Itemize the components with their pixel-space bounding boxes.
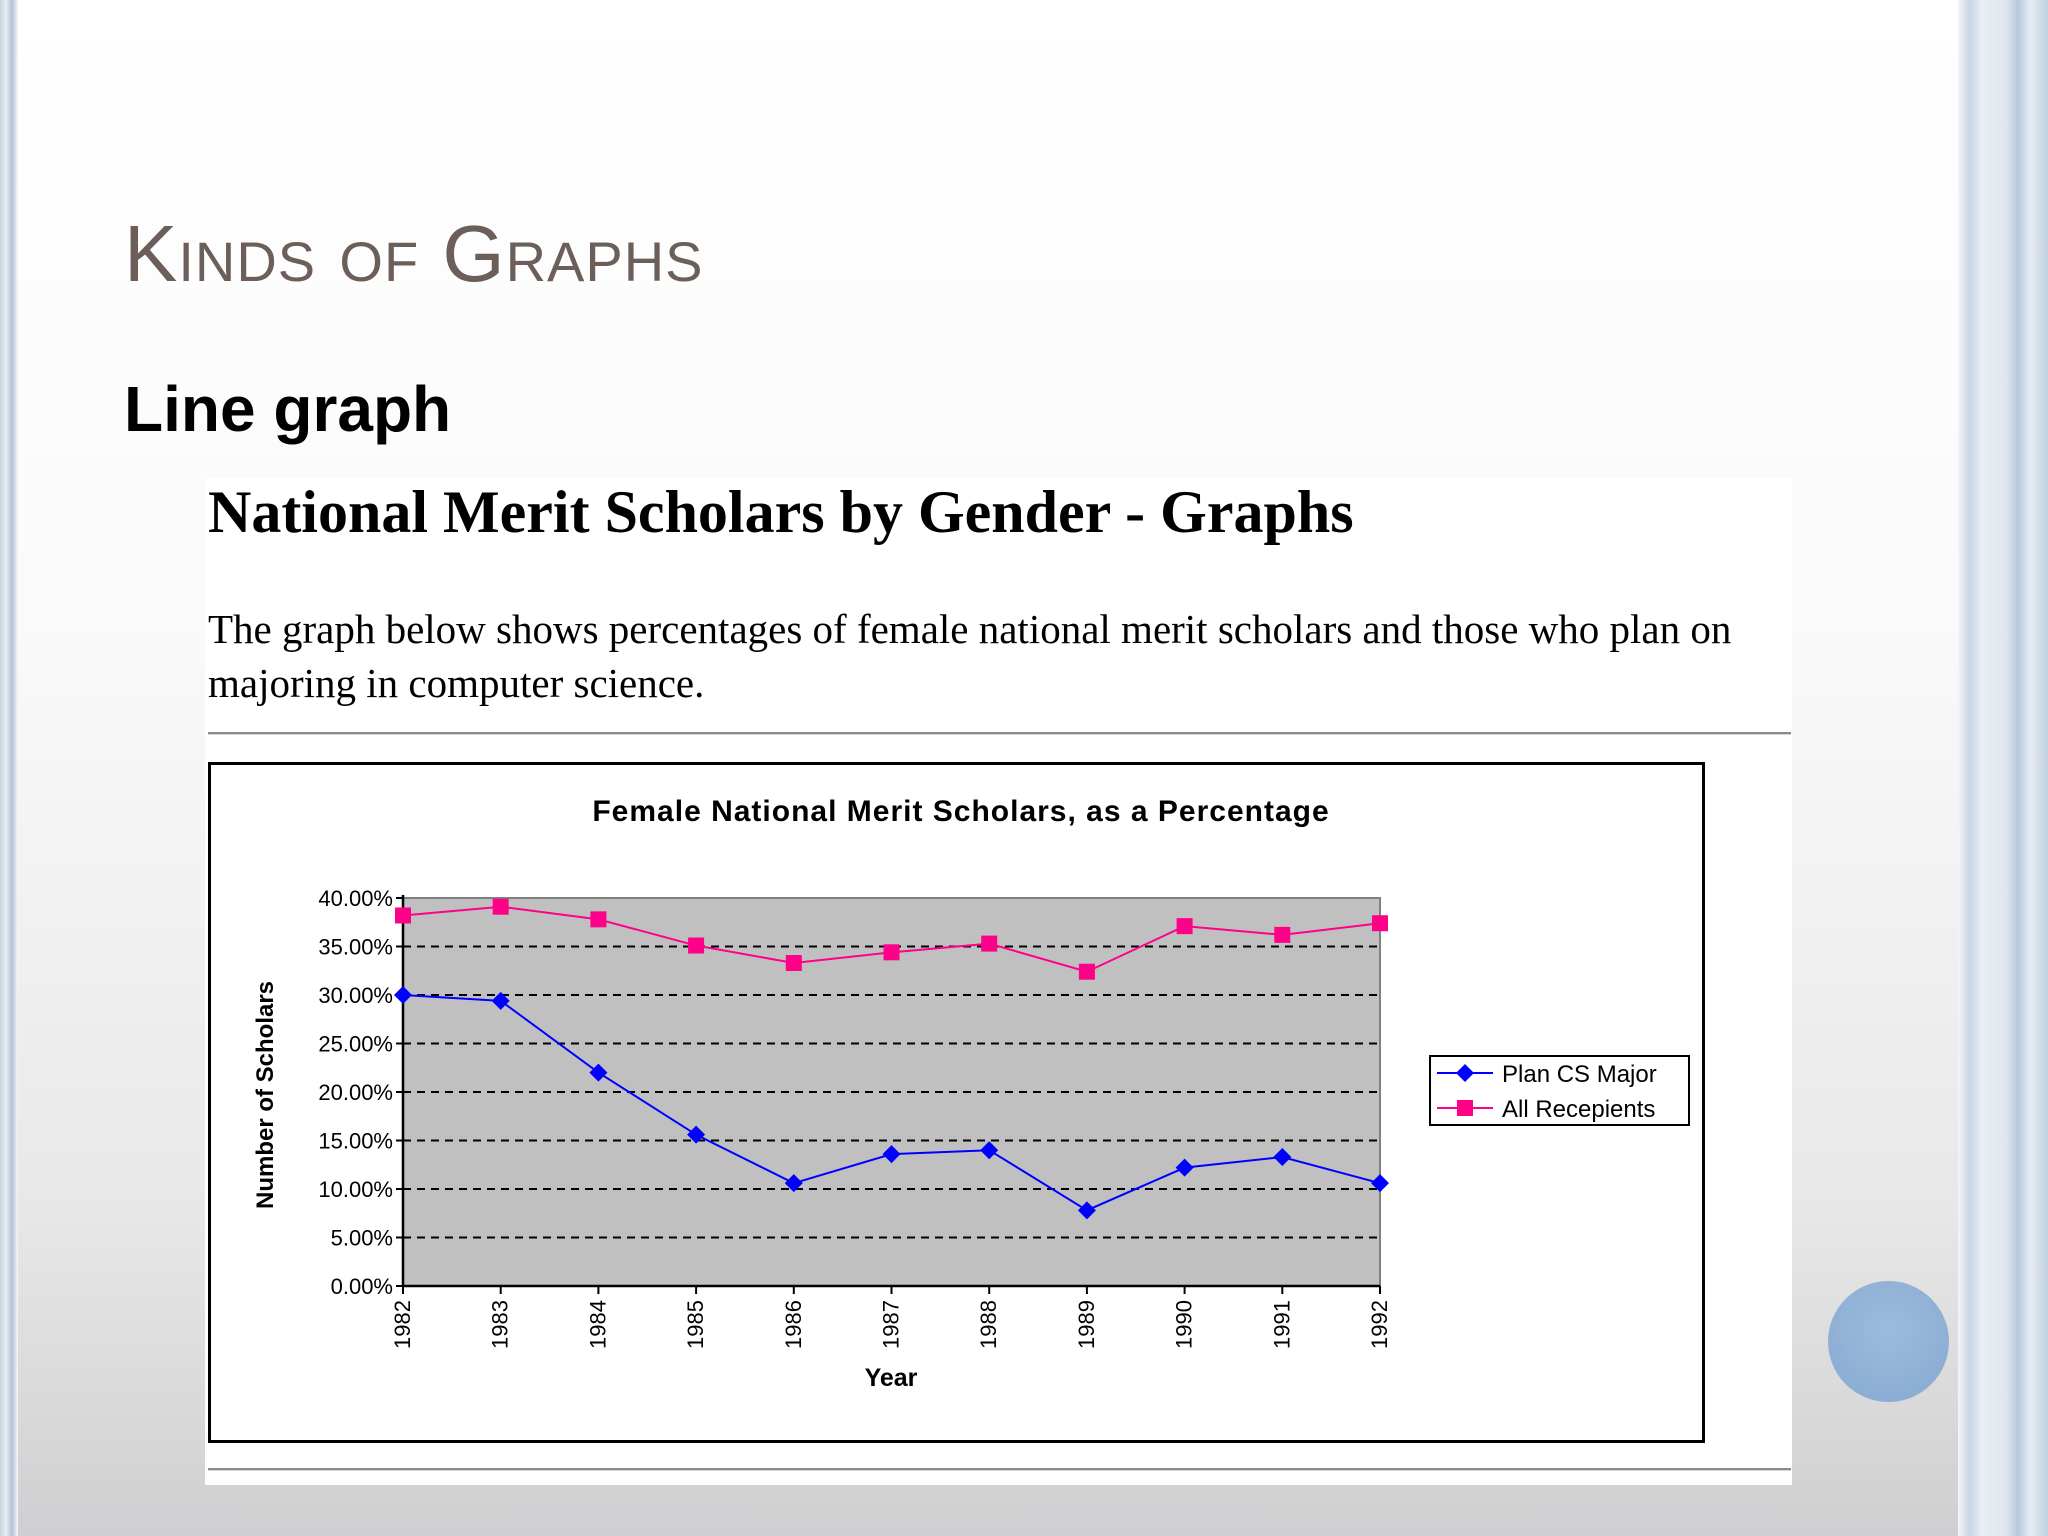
- data-point-square: [395, 907, 411, 923]
- y-tick-label: 0.00%: [330, 1274, 393, 1299]
- slide-subheading: Line graph: [124, 373, 452, 445]
- legend: [1430, 1056, 1689, 1125]
- data-point-square: [590, 911, 606, 927]
- data-point-square: [1177, 918, 1193, 934]
- horizontal-rule-top: [208, 732, 1791, 735]
- legend-marker-square: [1457, 1100, 1473, 1116]
- data-point-square: [688, 938, 704, 954]
- x-tick-label: 1982: [390, 1300, 415, 1349]
- webpage-heading: National Merit Scholars by Gender - Graphs: [208, 479, 1354, 545]
- data-point-square: [1274, 927, 1290, 943]
- x-tick-label: 1992: [1367, 1300, 1392, 1349]
- x-tick-label: 1985: [683, 1300, 709, 1349]
- y-tick-label: 5.00%: [330, 1225, 393, 1251]
- y-tick-label: 30.00%: [318, 983, 393, 1008]
- data-point-square: [786, 955, 802, 971]
- x-tick-label: 1989: [1073, 1300, 1099, 1349]
- y-tick-label: 25.00%: [318, 1031, 393, 1057]
- data-point-square: [981, 936, 997, 952]
- y-tick-label: 10.00%: [318, 1177, 393, 1202]
- slide-title: Kinds of Graphs: [124, 209, 704, 298]
- y-axis-ticks: [318, 886, 403, 1299]
- slide-decoration-circle: [1828, 1281, 1949, 1402]
- x-axis-ticks: [390, 1286, 1392, 1349]
- line-chart: [211, 765, 1702, 1440]
- slide-right-border: [1958, 0, 2048, 1536]
- data-point-square: [884, 944, 900, 960]
- x-tick-label: 1983: [487, 1300, 513, 1349]
- horizontal-rule-bottom: [208, 1468, 1791, 1471]
- legend-label-all: All Recepients: [1502, 1096, 1656, 1123]
- x-tick-label: 1986: [780, 1300, 806, 1349]
- x-tick-label: 1984: [585, 1300, 611, 1349]
- chart-title: Female National Merit Scholars, as a Percentage: [592, 795, 1330, 828]
- data-point-square: [1079, 964, 1095, 980]
- y-tick-label: 40.00%: [318, 886, 393, 911]
- y-tick-label: 20.00%: [318, 1080, 393, 1105]
- y-tick-label: 15.00%: [318, 1128, 393, 1154]
- legend-label-cs: Plan CS Major: [1502, 1061, 1657, 1088]
- y-axis-label: Number of Scholars: [252, 980, 279, 1210]
- x-tick-label: 1990: [1171, 1300, 1197, 1349]
- data-point-square: [1372, 915, 1388, 931]
- x-tick-label: 1987: [878, 1300, 904, 1349]
- chart-frame: [208, 762, 1705, 1443]
- slide-left-border: [0, 0, 18, 1536]
- x-tick-label: 1991: [1269, 1300, 1295, 1349]
- x-axis-label: Year: [864, 1364, 918, 1392]
- embedded-webpage-screenshot: [205, 478, 1792, 1485]
- data-point-square: [493, 899, 509, 915]
- x-tick-label: 1988: [976, 1300, 1002, 1349]
- y-tick-label: 35.00%: [318, 934, 393, 960]
- webpage-description: The graph below shows percentages of female national merit scholars and those who plan on majoring in computer science.: [208, 606, 1732, 706]
